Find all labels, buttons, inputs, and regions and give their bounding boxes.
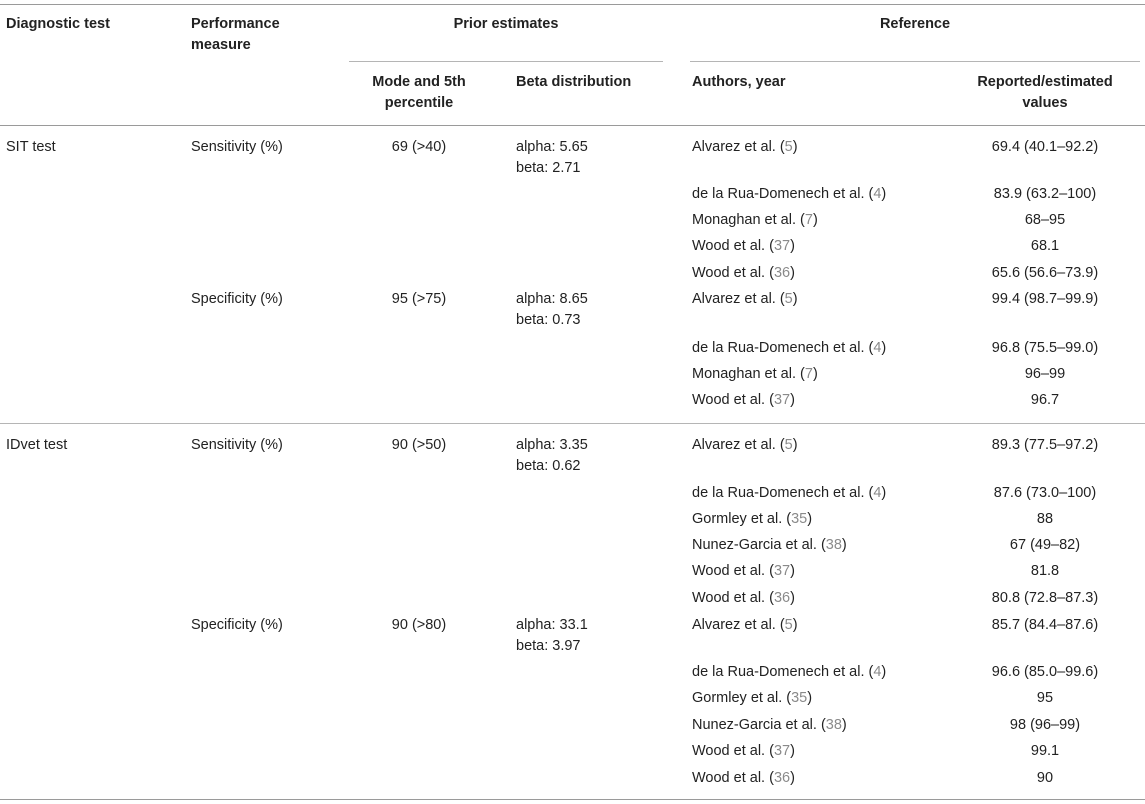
beta-alpha: alpha: 8.65	[516, 291, 588, 307]
citation-number[interactable]: 4	[873, 485, 882, 501]
header-mode-line2: percentile	[384, 95, 454, 111]
reference-value: 95	[1036, 690, 1054, 706]
header-prior-estimates: Prior estimates	[453, 16, 559, 32]
citation-number[interactable]: 7	[804, 366, 813, 382]
header-bottom-rule	[0, 125, 1145, 126]
beta-beta: beta: 0.62	[516, 458, 581, 474]
citation-number[interactable]: 38	[825, 717, 842, 733]
reference-value: 96.6 (85.0–99.6)	[991, 664, 1099, 680]
citation-number[interactable]: 5	[784, 139, 793, 155]
reference-value: 83.9 (63.2–100)	[993, 186, 1097, 202]
top-rule	[0, 4, 1145, 5]
citation-number[interactable]: 36	[773, 265, 791, 281]
reference-value: 81.8	[1030, 563, 1060, 579]
measure-label: Specificity (%)	[191, 291, 283, 307]
reference-author: Alvarez et al. (5)	[692, 139, 798, 155]
reference-value: 90	[1036, 770, 1054, 786]
reference-value: 69.4 (40.1–92.2)	[991, 139, 1099, 155]
measure-label: Sensitivity (%)	[191, 139, 283, 155]
reference-value: 65.6 (56.6–73.9)	[991, 265, 1099, 281]
header-values-line2: values	[1022, 95, 1068, 111]
header-diagnostic-test: Diagnostic test	[6, 16, 110, 32]
reference-author: Wood et al. (37)	[692, 563, 795, 579]
reference-author: Monaghan et al. (7)	[692, 366, 818, 382]
reference-author: Alvarez et al. (5)	[692, 617, 798, 633]
reference-author: Wood et al. (36)	[692, 590, 795, 606]
header-reference: Reference	[879, 16, 951, 32]
reference-value: 68.1	[1030, 238, 1060, 254]
reference-value: 96.8 (75.5–99.0)	[991, 340, 1099, 356]
reference-value: 87.6 (73.0–100)	[993, 485, 1097, 501]
citation-number[interactable]: 5	[784, 291, 793, 307]
reference-author: de la Rua-Domenech et al. (4)	[692, 664, 887, 680]
citation-number[interactable]: 5	[784, 437, 793, 453]
measure-label: Sensitivity (%)	[191, 437, 283, 453]
beta-beta: beta: 0.73	[516, 312, 581, 328]
reference-author: de la Rua-Domenech et al. (4)	[692, 186, 887, 202]
reference-value: 96–99	[1024, 366, 1066, 382]
citation-number[interactable]: 5	[784, 617, 793, 633]
group-separator-rule	[0, 423, 1145, 424]
reference-author: Alvarez et al. (5)	[692, 437, 798, 453]
mode-value: 90 (>80)	[391, 617, 447, 633]
reference-author: Wood et al. (37)	[692, 238, 795, 254]
citation-number[interactable]: 36	[773, 770, 791, 786]
test-name: IDvet test	[6, 437, 68, 453]
reference-author: Nunez-Garcia et al. (38)	[692, 537, 847, 553]
reference-author: de la Rua-Domenech et al. (4)	[692, 485, 887, 501]
citation-number[interactable]: 38	[825, 537, 842, 553]
citation-number[interactable]: 4	[873, 186, 882, 202]
reference-author: Wood et al. (37)	[692, 392, 795, 408]
header-performance-measure-line1: Performance	[191, 16, 280, 32]
citation-number[interactable]: 37	[773, 563, 791, 579]
mode-value: 90 (>50)	[391, 437, 447, 453]
beta-beta: beta: 2.71	[516, 160, 581, 176]
reference-value: 68–95	[1024, 212, 1066, 228]
citation-number[interactable]: 7	[804, 212, 813, 228]
reference-author: Wood et al. (36)	[692, 265, 795, 281]
prior-estimates-rule	[349, 61, 663, 62]
citation-number[interactable]: 35	[791, 690, 808, 706]
reference-value: 98 (96–99)	[1009, 717, 1081, 733]
header-mode-line1: Mode and 5th	[372, 74, 466, 90]
reference-author: Alvarez et al. (5)	[692, 291, 798, 307]
reference-author: Nunez-Garcia et al. (38)	[692, 717, 847, 733]
reference-value: 85.7 (84.4–87.6)	[991, 617, 1099, 633]
test-name: SIT test	[6, 139, 56, 155]
beta-beta: beta: 3.97	[516, 638, 581, 654]
citation-number[interactable]: 4	[873, 664, 882, 680]
reference-value: 96.7	[1030, 392, 1060, 408]
citation-number[interactable]: 37	[773, 238, 791, 254]
measure-label: Specificity (%)	[191, 617, 283, 633]
citation-number[interactable]: 37	[773, 743, 791, 759]
header-values-line1: Reported/estimated	[977, 74, 1113, 90]
citation-number[interactable]: 37	[773, 392, 791, 408]
beta-alpha: alpha: 5.65	[516, 139, 588, 155]
reference-rule	[690, 61, 1140, 62]
citation-number[interactable]: 36	[773, 590, 791, 606]
citation-number[interactable]: 35	[791, 511, 808, 527]
reference-author: Gormley et al. (35)	[692, 511, 813, 527]
mode-value: 95 (>75)	[391, 291, 447, 307]
bottom-rule	[0, 799, 1145, 800]
mode-value: 69 (>40)	[391, 139, 447, 155]
reference-author: Wood et al. (37)	[692, 743, 795, 759]
reference-value: 88	[1036, 511, 1054, 527]
reference-author: Monaghan et al. (7)	[692, 212, 818, 228]
header-performance-measure-line2: measure	[191, 37, 251, 53]
reference-value: 67 (49–82)	[1009, 537, 1081, 553]
header-beta-distribution: Beta distribution	[516, 74, 632, 90]
reference-author: Wood et al. (36)	[692, 770, 795, 786]
reference-author: de la Rua-Domenech et al. (4)	[692, 340, 887, 356]
beta-alpha: alpha: 3.35	[516, 437, 588, 453]
beta-alpha: alpha: 33.1	[516, 617, 588, 633]
reference-value: 80.8 (72.8–87.3)	[991, 590, 1099, 606]
reference-value: 89.3 (77.5–97.2)	[991, 437, 1099, 453]
reference-value: 99.1	[1030, 743, 1060, 759]
reference-value: 99.4 (98.7–99.9)	[991, 291, 1099, 307]
reference-author: Gormley et al. (35)	[692, 690, 813, 706]
citation-number[interactable]: 4	[873, 340, 882, 356]
header-authors-year: Authors, year	[692, 74, 786, 90]
